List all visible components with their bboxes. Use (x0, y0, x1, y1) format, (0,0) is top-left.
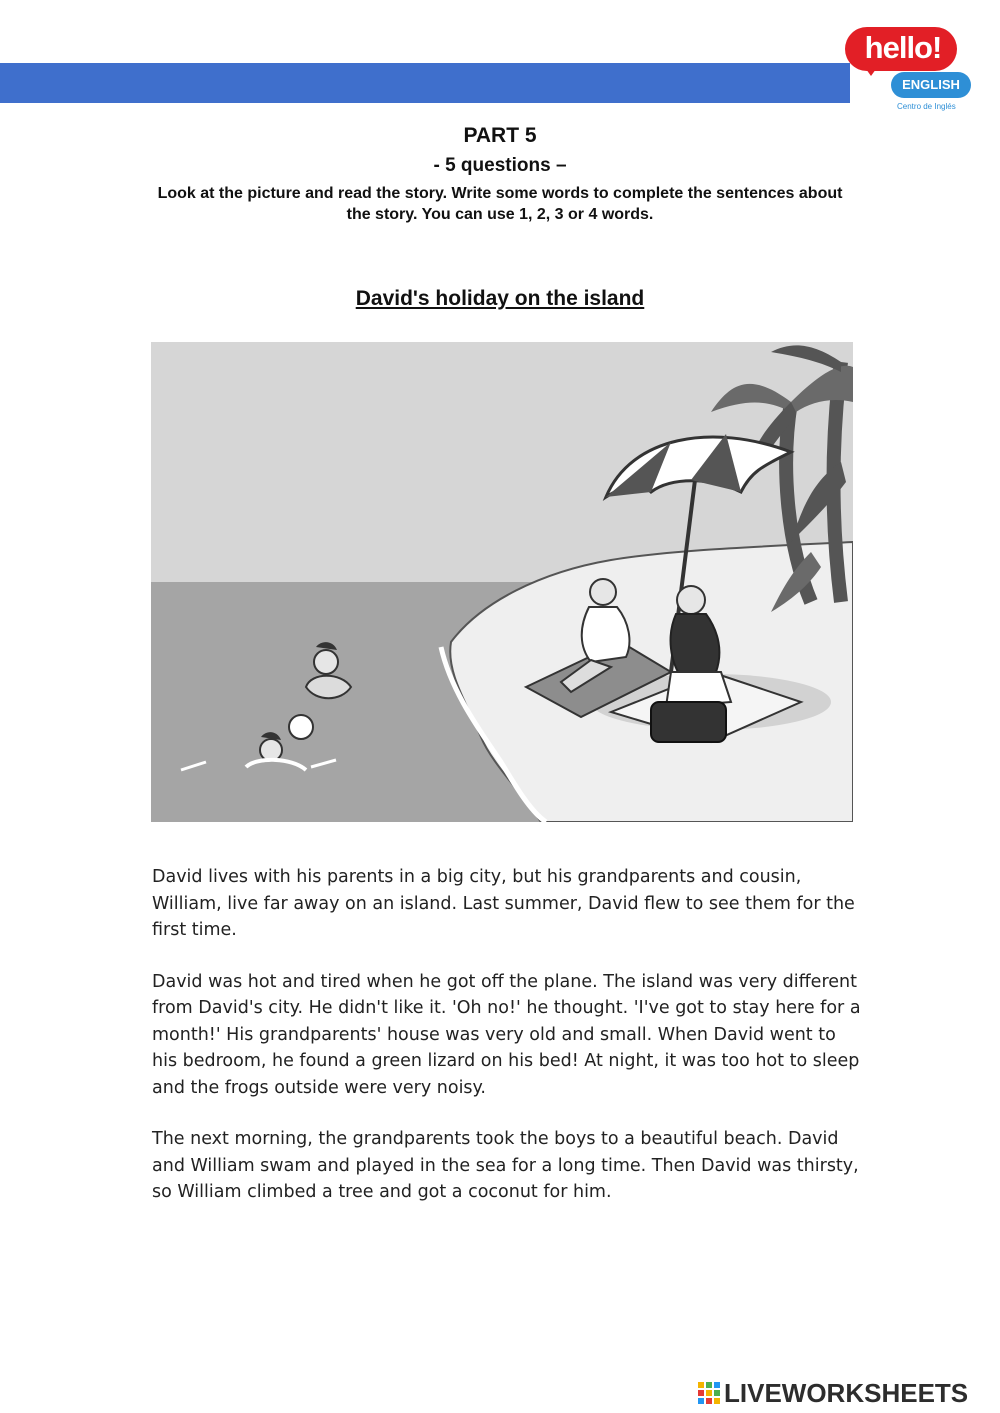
story-title-text: David's holiday on the island (355, 287, 645, 310)
part-subtitle: - 5 questions – (433, 155, 567, 176)
story-paragraph-1: David lives with his parents in a big city, but his grandparents and cousin, William, live far away on an island. Last summer, David flew to see them for the first time. (152, 867, 855, 940)
logo-hello-text: hello! (864, 30, 942, 65)
instructions: Look at the picture and read the story. Write some words to complete the sentences about the story. You can use 1, 2, 3 or 4 words. (157, 185, 843, 223)
header-blue-bar (0, 63, 850, 103)
liveworksheets-footer (698, 1378, 998, 1408)
hello-english-logo (843, 24, 1000, 116)
story-title (0, 287, 1000, 311)
story-text (152, 864, 862, 1231)
logo-english-text: ENGLISH (902, 77, 960, 92)
part-title: PART 5 (463, 124, 537, 147)
liveworksheets-brand: LIVEWORKSHEETS (724, 1378, 969, 1408)
beach-illustration (151, 342, 853, 822)
logo-subtitle: Centro de Inglés (897, 102, 956, 111)
story-paragraph-3: The next morning, the grandparents took the boys to a beautiful beach. David and William swam and played in the sea for a long time. Then David was thirsty, so William climbed a tree and got a coconut for him. (152, 1129, 859, 1202)
story-paragraph-2: David was hot and tired when he got off the plane. The island was very different from David's city. He didn't like it. 'Oh no!' he thought. 'I've got to stay here for a month!' His grandparents' house was very old and small. When David went to his bedroom, he found a green lizard on his bed! At night, it was too hot to sleep and the frogs outside were very noisy. (152, 971, 861, 1098)
picnic-bag (651, 702, 726, 742)
liveworksheets-logo-icon (698, 1382, 720, 1404)
